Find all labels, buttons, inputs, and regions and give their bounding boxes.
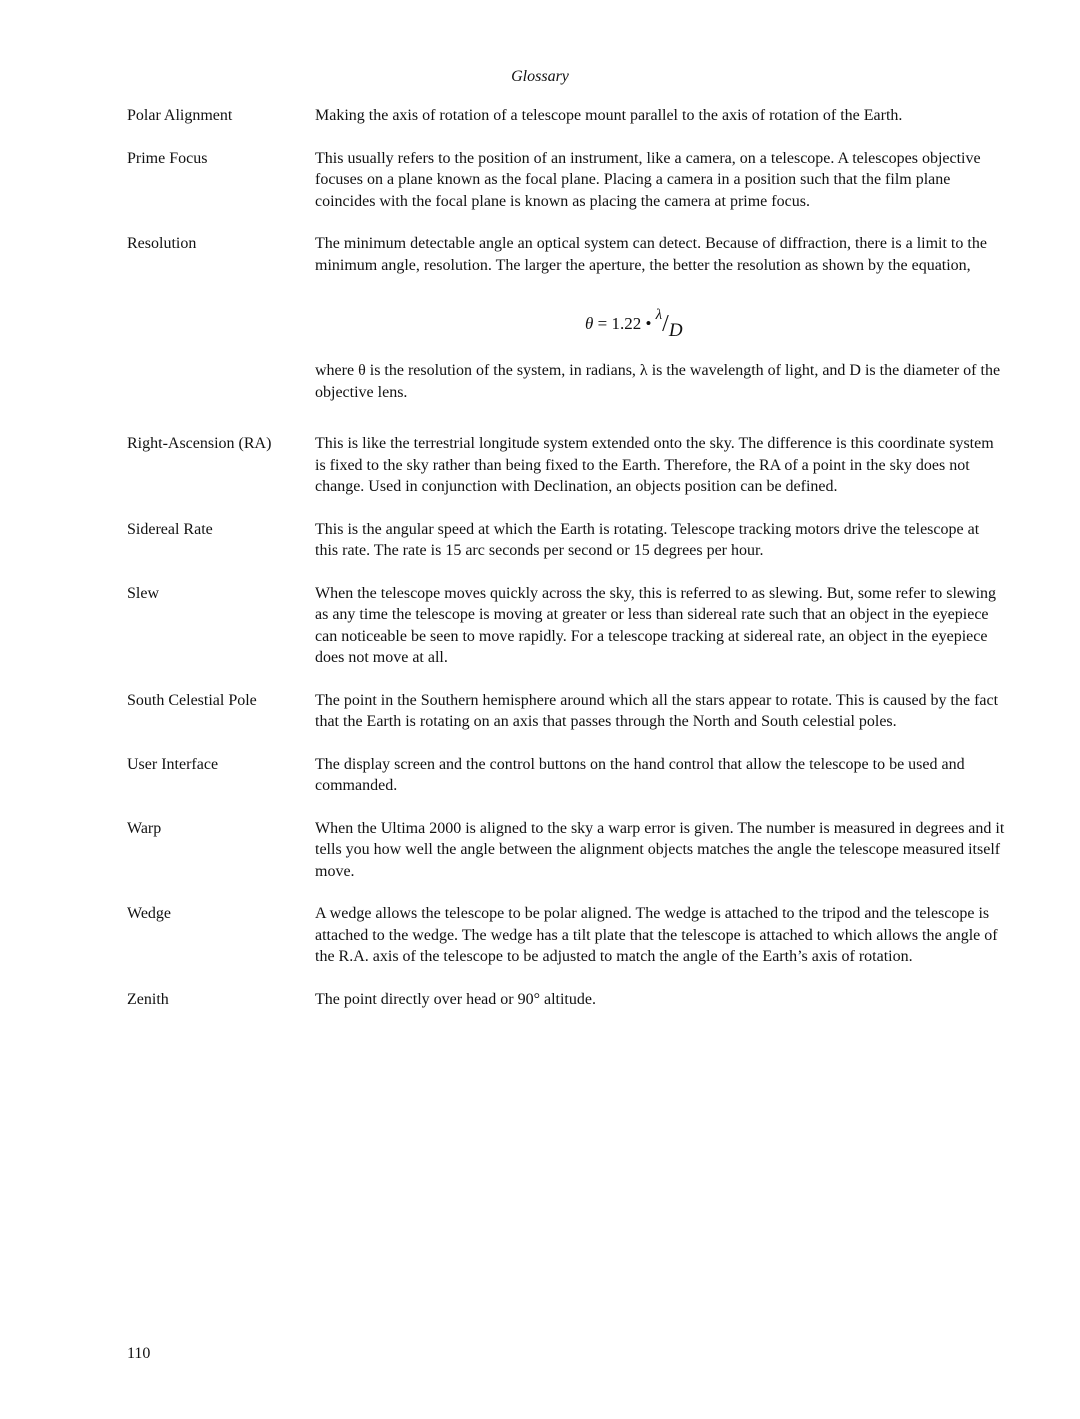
eq-bullet: • <box>645 314 652 334</box>
glossary-entry <box>0 754 1080 797</box>
page-number: 110 <box>127 1345 151 1362</box>
glossary-list <box>0 105 1080 1010</box>
term: South Celestial Pole <box>127 691 257 709</box>
definition: Making the axis of rotation of a telescope mount parallel to the axis of rotation of the Earth. <box>315 107 903 124</box>
glossary-entry <box>0 903 1080 968</box>
definition: The display screen and the control buttons on the hand control that allow the telescope to be used and commanded. <box>315 755 965 794</box>
term: Sidereal Rate <box>127 520 213 538</box>
definition: This usually refers to the position of an instrument, like a camera, on a telescope. A telescopes objective focuses on a plane known as the focal plane. Placing a camera in a position such that the film plane coincides with the focal plane is known as placing the camera at prime focus. <box>315 149 981 210</box>
term: Zenith <box>127 990 169 1008</box>
equation-row <box>0 306 1080 340</box>
eq-equals: = <box>597 314 608 334</box>
glossary-entry <box>0 583 1080 669</box>
term: Slew <box>127 584 159 602</box>
eq-coefficient: 1.22 <box>611 314 642 334</box>
term: Wedge <box>127 905 172 922</box>
term: Resolution <box>127 235 197 252</box>
term: Prime Focus <box>127 149 208 167</box>
definition: When the telescope moves quickly across the sky, this is referred to as slewing. But, some refer to slewing as any time the telescope is moving at greater or less than sidereal rate such that an object in the eyepiece can noticeable be seen to move rapidly. For a telescope tracking at sidereal rate, an object in the eyepiece does not move at all. <box>315 584 997 666</box>
glossary-entry <box>0 148 1080 213</box>
glossary-entry <box>0 233 1080 276</box>
eq-slash: / <box>662 311 669 338</box>
glossary-entry <box>0 690 1080 733</box>
glossary-entry <box>0 519 1080 562</box>
term: User Interface <box>127 755 219 773</box>
definition: The point in the Southern hemisphere around which all the stars appear to rotate. This is caused by the fact that the Earth is rotating on an axis that passes through the North and South celestial poles. <box>315 691 999 730</box>
definition: This is the angular speed at which the Earth is rotating. Telescope tracking motors drive the telescope at this rate. The rate is 15 arc seconds per second or 15 degrees per hour. <box>315 520 980 559</box>
definition: This is like the terrestrial longitude system extended onto the sky. The difference is this coordinate system is fixed to the sky rather than being fixed to the Earth. Therefore, the RA of a point in the sky does not change. Used in conjunction with Declination, an objects position can be defined. <box>315 435 994 495</box>
glossary-entry-continuation <box>0 360 1080 403</box>
glossary-entry <box>0 433 1080 498</box>
eq-lambda: λ <box>655 307 663 323</box>
resolution-equation <box>585 306 683 340</box>
definition: The point directly over head or 90° altitude. <box>315 990 596 1008</box>
term: Warp <box>127 819 162 837</box>
definition: The minimum detectable angle an optical system can detect. Because of diffraction, there is a limit to the minimum angle, resolution. The larger the aperture, the better the resolution as shown by the equation, <box>315 235 987 274</box>
glossary-entry <box>0 105 1080 127</box>
term: Polar Alignment <box>127 107 233 124</box>
eq-theta: θ <box>585 314 594 334</box>
page-header: Glossary <box>511 68 569 85</box>
glossary-entry <box>0 818 1080 883</box>
definition-continued: where θ is the resolution of the system, in radians, λ is the wavelength of light, and D is the diameter of the objective lens. <box>315 362 1001 401</box>
term: Right-Ascension (RA) <box>127 435 272 452</box>
glossary-entry <box>0 989 1080 1011</box>
eq-diameter: D <box>668 320 683 342</box>
definition: When the Ultima 2000 is aligned to the sky a warp error is given. The number is measured in degrees and it tells you how well the angle between the alignment objects matches the angle the telescope measured itself move. <box>315 819 1005 880</box>
definition: A wedge allows the telescope to be polar aligned. The wedge is attached to the tripod and the telescope is attached to the wedge. The wedge has a tilt plate that the telescope is attached to which allows the angle of the R.A. axis of the telescope to be adjusted to match the angle of the Earth’s axis of rotation. <box>315 905 998 965</box>
